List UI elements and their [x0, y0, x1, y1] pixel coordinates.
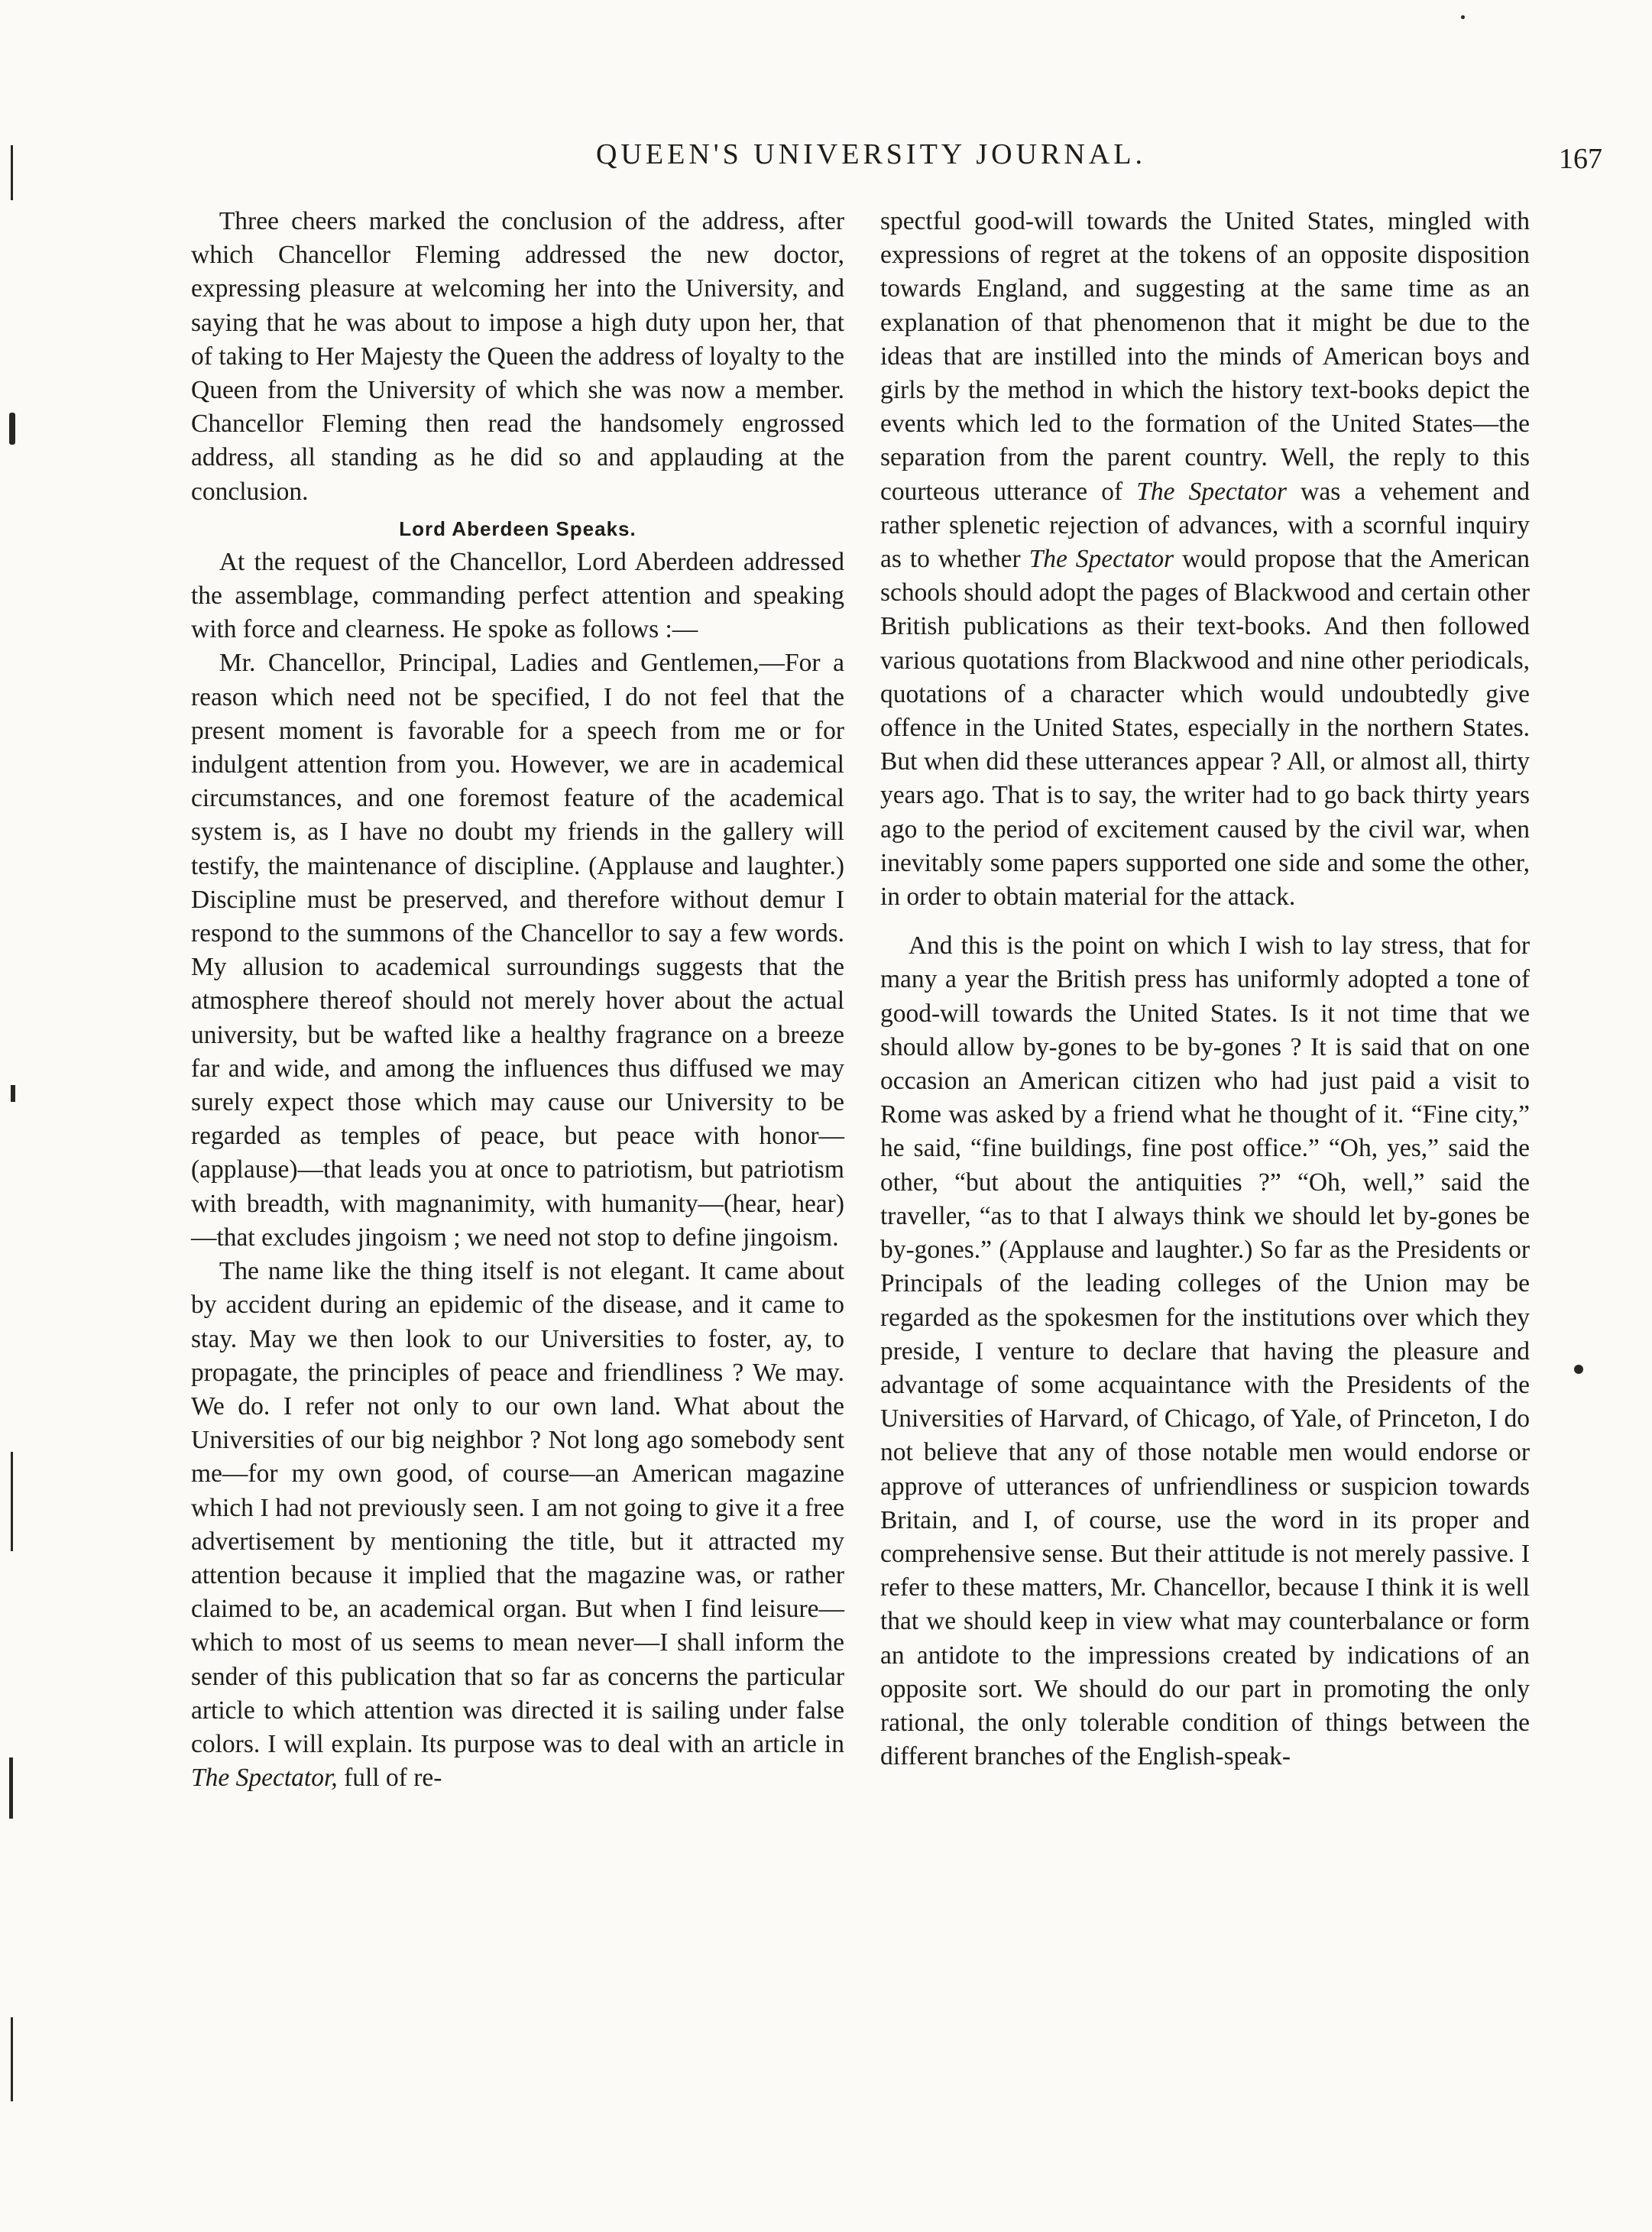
scan-mark — [1461, 15, 1465, 19]
text-run: The name like the thing itself is not elegant. It came about by accident during an epidemic of the disease, and it came to stay. May we then look to our Universities to foster, ay, to propagate, the principles of peace and friendliness ? We may. We do. I refer not only to our own land. What about the Universities of our big neighbor ? Not long ago somebody sent me—for my own good, of course—an American magazine which I had not previously seen. I am not going to give it a free advertisement by mentioning the title, but it attracted my attention because it implied that the magazine was, or rather claimed to be, an academical organ. But when I find leisure—which to most of us seems to mean never—I shall inform the sender of this publication that so far as concerns the particular article to which attention was directed it is sailing under false colors. I will explain. Its purpose was to deal with an article in — [191, 1257, 844, 1758]
scan-mark — [11, 1452, 13, 1551]
scan-mark — [9, 1757, 13, 1819]
publication-title: The Spectator, — [191, 1764, 338, 1793]
text-run: spectful good-will towards the United States, mingled with expressions of regret at the tokens of an opposite disposition towards England, and suggesting at the same time as an explanation of that phenomenon that it might be due to the ideas that are instilled into the minds of American boys and girls by the method in which the history text-books depict the events which led to the formation of the United States—the separation from the parent country. Well, the reply to this courteous utterance of — [880, 207, 1530, 506]
scan-mark — [1574, 1365, 1583, 1374]
paragraph: Three cheers marked the conclusion of the address, after which Chancellor Fleming addressed the new doctor, expressing pleasure at welcoming her into the University, and saying that he was about to impose a high duty upon her, that of taking to Her Majesty the Queen the address of loyalty to the Queen from the University of which she was now a member. Chancellor Fleming then read the handsomely engrossed address, all standing as he did so and applauding at the conclusion. — [191, 207, 844, 506]
right-column — [880, 205, 1530, 1774]
scan-mark — [11, 2017, 13, 2101]
section-heading: Lord Aberdeen Speaks. — [399, 517, 637, 540]
scan-mark — [11, 1085, 15, 1102]
paragraph — [880, 205, 1530, 914]
text-run: full of re- — [344, 1764, 442, 1793]
left-column — [191, 205, 844, 1795]
text-run: would propose that the American schools should adopt the pages of Blackwood and certain other British publications as their text-books. And then followed various quotations from Blackwood and nine other periodicals, quotations of a character which would undoubtedly give offence in the United States, especially in the northern States. But when did these utterances appear ? All, or almost all, thirty years ago. That is to say, the writer had to go back thirty years ago to the period of excitement caused by the civil war, when inevitably some papers supported one side and some the other, in order to obtain material for the attack. — [880, 545, 1530, 912]
publication-title: The Spectator — [1028, 545, 1174, 574]
paragraph: At the request of the Chancellor, Lord Aberdeen addressed the assemblage, commanding perfect attention and speaking with force and clearness. He spoke as follows :— — [191, 547, 844, 644]
scan-mark — [11, 145, 13, 200]
paragraph: Mr. Chancellor, Principal, Ladies and Gentlemen,—For a reason which need not be specified, I do not feel that the present moment is favorable for a speech from me or for indulgent attention from you. However, we are in academical circumstances, and one foremost feature of the academical system is, as I have no doubt my friends in the gallery will testify, the maintenance of discipline. (Applause and laughter.) Discipline must be preserved, and therefore without demur I respond to the summons of the Chancellor to say a few words. My allusion to academical surroundings suggests that the atmosphere thereof should not merely hover about the actual university, but be wafted like a healthy fragrance on a breeze far and wide, and among the influences thus diffused we may surely expect those which may cause our University to be regarded as temples of peace, but peace with honor—(applause)—that leads you at once to patriotism, but patriotism with breadth, with magnanimity, with humanity—(hear, hear)—that excludes jingoism ; we need not stop to define jingoism. — [191, 649, 844, 1252]
page-number: 167 — [1559, 143, 1602, 175]
text-run: was a vehement and rather splenetic rejection of advances, with a scornful inquiry as to whether — [880, 477, 1531, 574]
paragraph — [191, 1255, 844, 1795]
publication-title: The Spectator — [1136, 477, 1288, 506]
running-title: QUEEN'S UNIVERSITY JOURNAL. — [596, 138, 1146, 170]
scan-mark — [9, 413, 15, 445]
paragraph: And this is the point on which I wish to lay stress, that for many a year the British press has uniformly adopted a tone of good-will towards the United States. Is it not time that we should allow by-gones to be by-gones ? It is said that on one occasion an American citizen who had just paid a visit to Rome was asked by a friend what he thought of it. “Fine city,” he said, “fine buildings, fine post office.” “Oh, yes,” said the other, “but about the antiquities ?” “Oh, well,” said the traveller, “as to that I always think we should let by-gones be by-gones.” (Applause and laughter.) So far as the Presidents or Principals of the leading colleges of the Union may be regarded as the spokesmen for the institutions over which they preside, I venture to declare that having the pleasure and advantage of some acquaintance with the Presidents of the Universities of Harvard, of Chicago, of Yale, of Princeton, I do not believe that any of those notable men would endorse or approve of utterances of unfriendliness or suspicion towards Britain, and I, of course, use the word in its proper and comprehensive sense. But their attitude is not merely passive. I refer to these matters, Mr. Chancellor, because I think it is well that we should keep in view what may counterbalance or form an antidote to the impressions created by indications of an opposite sort. We should do our part in promoting the only rational, the only tolerable condition of things between the different branches of the English-speak- — [880, 931, 1530, 1771]
